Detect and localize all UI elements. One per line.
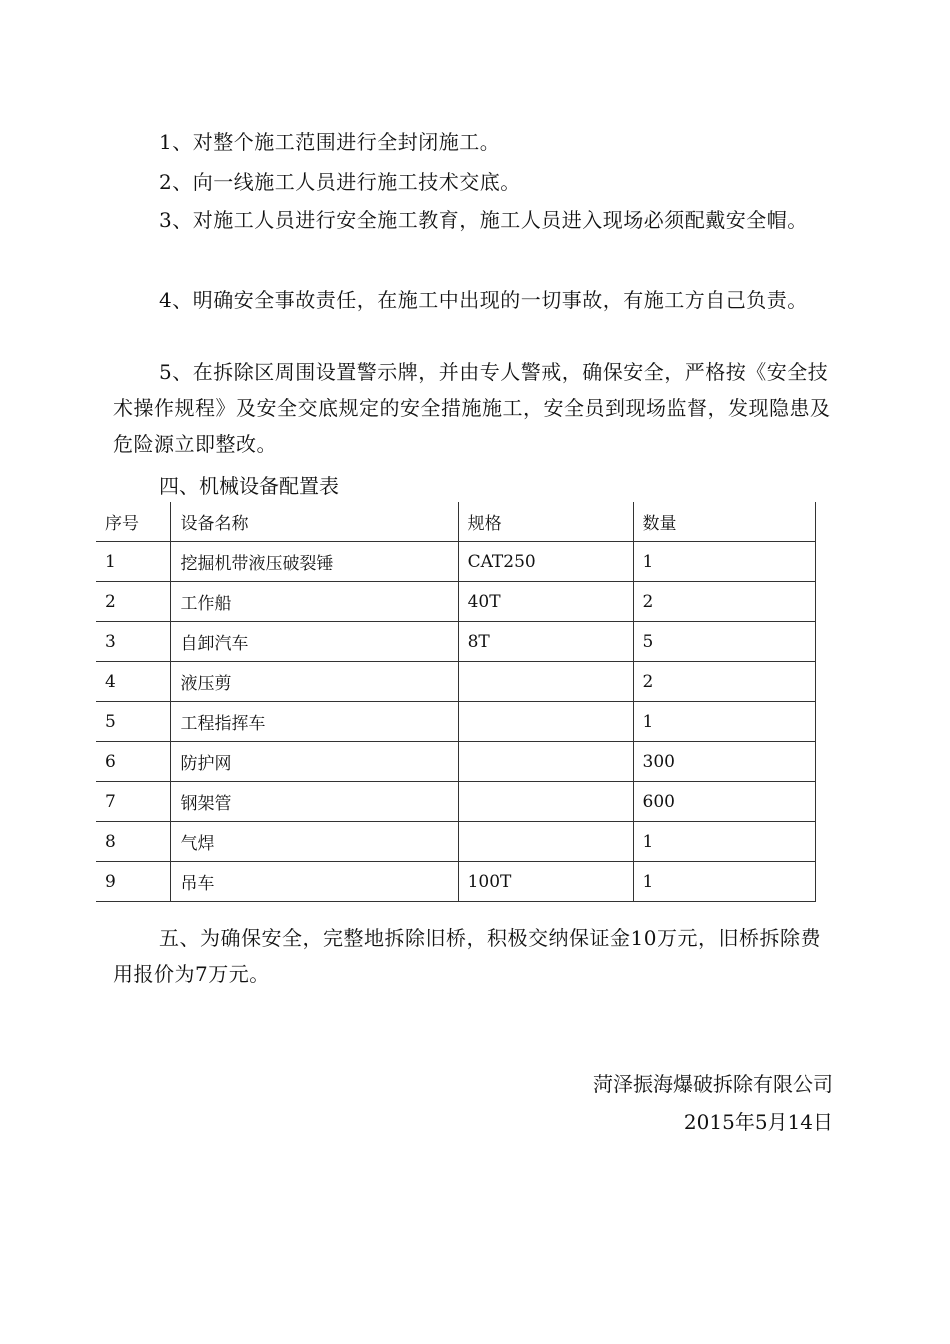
cell-spec	[458, 782, 633, 822]
cell-quantity: 1	[633, 702, 816, 742]
header-spec: 规格	[458, 502, 633, 542]
cell-quantity: 1	[633, 862, 816, 902]
header-equipment-name: 设备名称	[171, 502, 458, 542]
table-row	[96, 582, 816, 622]
cell-quantity: 2	[633, 582, 816, 622]
table-row	[96, 622, 816, 662]
cell-index: 5	[96, 702, 171, 742]
equipment-table-body	[96, 542, 816, 902]
cell-equipment-name: 钢架管	[171, 782, 458, 822]
company-name: 菏泽振海爆破拆除有限公司	[593, 1072, 833, 1096]
cell-spec	[458, 822, 633, 862]
table-row	[96, 742, 816, 782]
cell-spec: 40T	[458, 582, 633, 622]
cell-equipment-name: 吊车	[171, 862, 458, 902]
section-4-heading: 四、机械设备配置表	[159, 474, 339, 498]
table-row	[96, 862, 816, 902]
cell-index: 1	[96, 542, 171, 582]
cell-equipment-name: 工程指挥车	[171, 702, 458, 742]
paragraph-4: 4、明确安全事故责任，在施工中出现的一切事故，有施工方自己负责。	[159, 288, 808, 312]
cell-quantity: 5	[633, 622, 816, 662]
cell-index: 9	[96, 862, 171, 902]
cell-spec	[458, 662, 633, 702]
table-row	[96, 702, 816, 742]
cell-equipment-name: 液压剪	[171, 662, 458, 702]
cell-spec	[458, 702, 633, 742]
cell-index: 6	[96, 742, 171, 782]
paragraph-6: 五、为确保安全，完整地拆除旧桥，积极交纳保证金10万元，旧桥拆除费用报价为7万元。	[113, 926, 821, 986]
table-header-row	[96, 502, 816, 542]
table-row	[96, 542, 816, 582]
paragraph-2: 2、向一线施工人员进行施工技术交底。	[159, 170, 521, 194]
table-row	[96, 662, 816, 702]
paragraph-5: 5、在拆除区周围设置警示牌，并由专人警戒，确保安全，严格按《安全技术操作规程》及安全交底规定的安全措施施工，安全员到现场监督，发现隐患及危险源立即整改。	[113, 360, 831, 456]
cell-quantity: 2	[633, 662, 816, 702]
cell-quantity: 1	[633, 542, 816, 582]
paragraph-3: 3、对施工人员进行安全施工教育，施工人员进入现场必须配戴安全帽。	[159, 208, 808, 232]
cell-spec: CAT250	[458, 542, 633, 582]
equipment-table	[96, 502, 816, 902]
cell-quantity: 1	[633, 822, 816, 862]
cell-index: 2	[96, 582, 171, 622]
header-quantity: 数量	[633, 502, 816, 542]
table-row	[96, 782, 816, 822]
cell-index: 4	[96, 662, 171, 702]
cell-equipment-name: 自卸汽车	[171, 622, 458, 662]
cell-spec: 100T	[458, 862, 633, 902]
cell-quantity: 600	[633, 782, 816, 822]
cell-equipment-name: 防护网	[171, 742, 458, 782]
cell-spec: 8T	[458, 622, 633, 662]
paragraph-1: 1、对整个施工范围进行全封闭施工。	[159, 130, 501, 154]
cell-index: 8	[96, 822, 171, 862]
cell-equipment-name: 气焊	[171, 822, 458, 862]
cell-index: 3	[96, 622, 171, 662]
cell-spec	[458, 742, 633, 782]
table-row	[96, 822, 816, 862]
cell-equipment-name: 挖掘机带液压破裂锤	[171, 542, 458, 582]
cell-equipment-name: 工作船	[171, 582, 458, 622]
cell-quantity: 300	[633, 742, 816, 782]
document-date: 2015年5月14日	[683, 1110, 833, 1134]
cell-index: 7	[96, 782, 171, 822]
header-index: 序号	[96, 502, 171, 542]
